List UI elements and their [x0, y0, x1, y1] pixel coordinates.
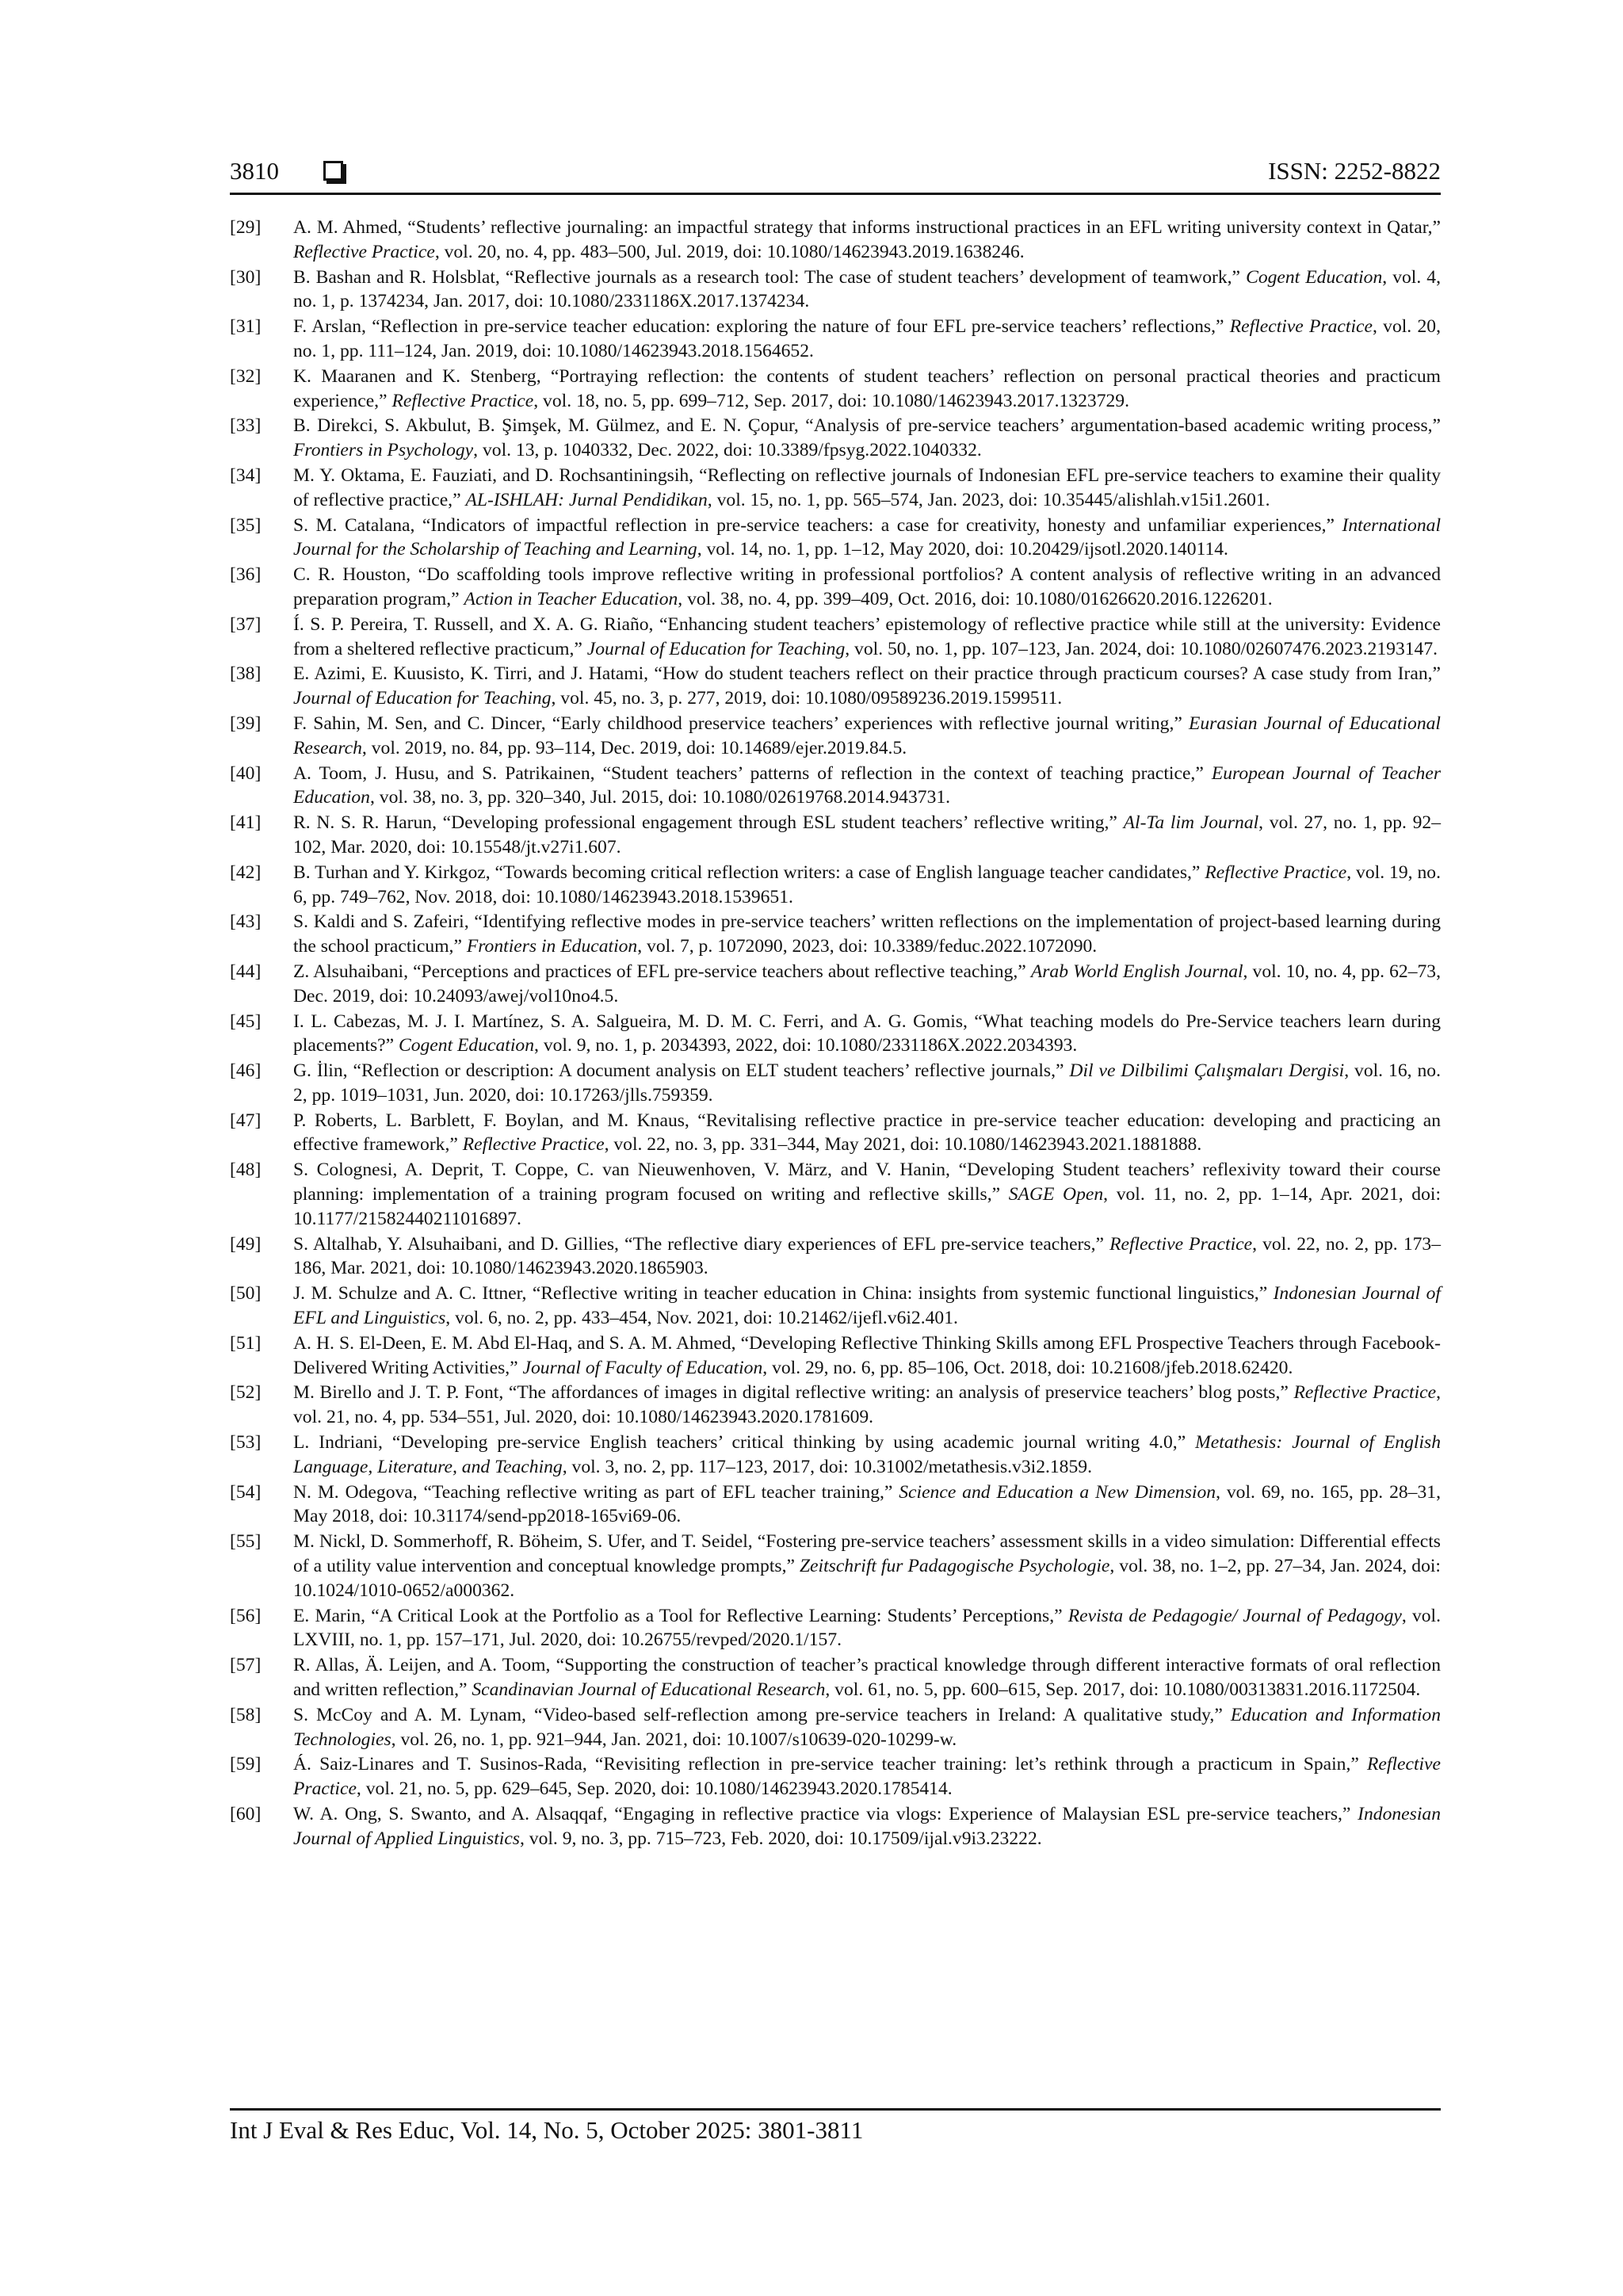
reference-details: , vol. 9, no. 1, p. 2034393, 2022, doi: 10.1080/2331186X.2022.2034393.	[534, 1035, 1078, 1056]
reference-number: [57]	[230, 1655, 262, 1676]
reference-text	[293, 1282, 1441, 1331]
reference-number: [56]	[230, 1605, 262, 1626]
reference-details: , vol. 21, no. 5, pp. 629–645, Sep. 2020, doi: 10.1080/14623943.2020.1785414.	[356, 1778, 953, 1800]
reference-item	[230, 960, 1441, 1009]
reference-number: [45]	[230, 1010, 262, 1032]
reference-venue: Reflective Practice	[1229, 316, 1373, 338]
reference-details: , vol. 9, no. 3, pp. 715–723, Feb. 2020, doi: 10.17509/ijal.v9i3.23222.	[519, 1828, 1042, 1849]
reference-text	[293, 1232, 1441, 1282]
reference-number: [33]	[230, 415, 262, 437]
footer-rule	[230, 2108, 1441, 2111]
reference-item	[230, 1232, 1441, 1282]
reference-item	[230, 315, 1441, 364]
reference-item	[230, 1604, 1441, 1653]
reference-text	[293, 464, 1441, 513]
reference-venue: Reflective Practice	[391, 390, 534, 411]
reference-details: , vol. 14, no. 1, pp. 1–12, May 2020, doi: 10.20429/ijsotl.2020.140114.	[697, 539, 1228, 560]
reference-citation: F. Arslan, “Reflection in pre-service teacher education: exploring the nature of four EFL pre-service teachers’ reflections,”	[293, 316, 1230, 338]
reference-text	[293, 1010, 1441, 1059]
reference-details: , vol. 21, no. 4, pp. 534–551, Jul. 2020, doi: 10.1080/14623943.2020.1781609.	[293, 1382, 1441, 1428]
reference-item	[230, 365, 1441, 414]
reference-item	[230, 861, 1441, 910]
reference-details: , vol. LXVIII, no. 1, pp. 157–171, Jul. 2020, doi: 10.26755/revped/2020.1/157.	[293, 1605, 1441, 1651]
reference-venue: AL-ISHLAH: Jurnal Pendidikan	[465, 489, 708, 510]
reference-citation: M. Y. Oktama, E. Fauziati, and D. Rochsantiningsih, “Reflecting on reflective journals of Indonesian EFL pre-service teachers to examine their quality of reflective practice,”	[293, 464, 1441, 510]
reference-number: [32]	[230, 365, 262, 387]
reference-venue: Frontiers in Education	[466, 936, 638, 957]
reference-number: [31]	[230, 316, 262, 338]
reference-item	[230, 1331, 1441, 1381]
reference-text	[293, 1109, 1441, 1158]
reference-number: [35]	[230, 514, 262, 536]
reference-venue: Dil ve Dilbilimi Çalışmaları Dergisi	[1069, 1060, 1345, 1082]
reference-number: [36]	[230, 564, 262, 586]
reference-item	[230, 1802, 1441, 1851]
reference-text	[293, 613, 1441, 662]
reference-citation: C. R. Houston, “Do scaffolding tools improve reflective writing in professional portfolios? A content analysis of reflective writing in an advanced preparation program,”	[293, 564, 1441, 609]
reference-details: , vol. 45, no. 3, p. 277, 2019, doi: 10.1080/09589236.2019.1599511.	[551, 688, 1063, 709]
reference-text	[293, 1059, 1441, 1108]
reference-citation: A. M. Ahmed, “Students’ reflective journaling: an impactful strategy that informs instructional practices in an EFL writing university context in Qatar,”	[293, 217, 1441, 238]
reference-venue: Indonesian Journal of EFL and Linguistics	[293, 1283, 1441, 1329]
page-number: 3810	[230, 157, 279, 185]
reference-venue: Al-Ta lim Journal	[1123, 812, 1259, 834]
reference-item	[230, 1530, 1441, 1603]
reference-item	[230, 1480, 1441, 1530]
reference-item	[230, 1381, 1441, 1430]
reference-details: , vol. 2019, no. 84, pp. 93–114, Dec. 2019, doi: 10.14689/ejer.2019.84.5.	[361, 737, 907, 758]
reference-text	[293, 1381, 1441, 1430]
reference-citation: J. M. Schulze and A. C. Ittner, “Reflective writing in teacher education in China: insights from systemic functional linguistics,”	[293, 1283, 1274, 1305]
reference-item	[230, 811, 1441, 860]
reference-number: [50]	[230, 1283, 262, 1305]
reference-venue: Revista de Pedagogie/ Journal of Pedagogy	[1067, 1605, 1402, 1626]
reference-venue: Cogent Education	[398, 1035, 535, 1056]
reference-citation: Á. Saiz-Linares and T. Susinos-Rada, “Revisiting reflection in pre-service teacher training: let’s rethink through a practicum in Spain,”	[293, 1754, 1367, 1775]
reference-number: [30]	[230, 266, 262, 288]
reference-item	[230, 712, 1441, 761]
reference-details: , vol. 15, no. 1, pp. 565–574, Jan. 2023, doi: 10.35445/alishlah.v15i1.2601.	[707, 489, 1270, 510]
reference-details: , vol. 11, no. 2, pp. 1–14, Apr. 2021, doi: 10.1177/21582440211016897.	[293, 1184, 1441, 1229]
reference-details: , vol. 16, no. 2, pp. 1019–1031, Jun. 2020, doi: 10.17263/jlls.759359.	[293, 1060, 1441, 1106]
reference-venue: Eurasian Journal of Educational Research	[293, 712, 1441, 758]
reference-item	[230, 514, 1441, 563]
reference-number: [55]	[230, 1531, 262, 1553]
reference-text	[293, 1431, 1441, 1480]
reference-citation: S. Colognesi, A. Deprit, T. Coppe, C. van Nieuwenhoven, V. März, and V. Hanin, “Developing Student teachers’ reflexivity toward their course planning: implementation of a training program focused on writing and reflective skills,”	[293, 1159, 1441, 1205]
reference-citation: I. L. Cabezas, M. J. I. Martínez, S. A. Salgueira, M. D. M. C. Ferri, and A. G. Gomis, “What teaching models do Pre-Service teachers learn during placements?”	[293, 1010, 1441, 1056]
reference-details: , vol. 61, no. 5, pp. 600–615, Sep. 2017, doi: 10.1080/00313831.2016.1172504.	[825, 1679, 1421, 1701]
reference-item	[230, 414, 1441, 463]
issn-label: ISSN: 2252-8822	[1268, 157, 1441, 185]
reference-number: [58]	[230, 1704, 262, 1725]
reference-number: [40]	[230, 762, 262, 784]
reference-details: , vol. 13, p. 1040332, Dec. 2022, doi: 10.3389/fpsyg.2022.1040332.	[473, 440, 982, 461]
reference-citation: S. Kaldi and S. Zafeiri, “Identifying reflective modes in pre-service teachers’ written reflections on the implementation of project-based learning during the school practicum,”	[293, 911, 1441, 957]
reference-text	[293, 266, 1441, 315]
reference-citation: G. İlin, “Reflection or description: A document analysis on ELT student teachers’ reflective journals,”	[293, 1060, 1070, 1082]
reference-venue: Reflective Practice	[293, 1754, 1441, 1800]
reference-details: , vol. 19, no. 6, pp. 749–762, Nov. 2018, doi: 10.1080/14623943.2018.1539651.	[293, 861, 1441, 907]
reference-venue: Reflective Practice	[1205, 861, 1347, 883]
reference-text	[293, 1530, 1441, 1603]
reference-citation: S. Altalhab, Y. Alsuhaibani, and D. Gillies, “The reflective diary experiences of EFL pre-service teachers,”	[293, 1233, 1110, 1255]
reference-text	[293, 910, 1441, 959]
reference-citation: B. Direkci, S. Akbulut, B. Şimşek, M. Gülmez, and E. N. Çopur, “Analysis of pre-service teachers’ argumentation-based academic writing process,”	[293, 415, 1441, 437]
reference-text	[293, 514, 1441, 563]
reference-details: , vol. 22, no. 2, pp. 173–186, Mar. 2021, doi: 10.1080/14623943.2020.1865903.	[293, 1233, 1442, 1279]
reference-text	[293, 861, 1441, 910]
reference-text	[293, 811, 1441, 860]
reference-item	[230, 1059, 1441, 1108]
reference-text	[293, 563, 1441, 612]
reference-venue: Reflective Practice	[1109, 1233, 1253, 1255]
reference-number: [54]	[230, 1481, 262, 1503]
reference-venue: European Journal of Teacher Education	[293, 762, 1441, 808]
reference-number: [43]	[230, 911, 262, 933]
reference-text	[293, 662, 1441, 711]
reference-citation: R. Allas, Ä. Leijen, and A. Toom, “Supporting the construction of teacher’s practical knowledge through different interactive formats of oral reflection and written reflection,”	[293, 1655, 1441, 1701]
reference-citation: M. Nickl, D. Sommerhoff, R. Böheim, S. Ufer, and T. Seidel, “Fostering pre-service teachers’ assessment skills in a video simulation: Differential effects of a utility value intervention and conceptual knowledge prompts,”	[293, 1531, 1441, 1577]
reference-venue: Frontiers in Psychology	[293, 440, 474, 461]
reference-text	[293, 315, 1441, 364]
reference-number: [46]	[230, 1060, 262, 1082]
reference-venue: Indonesian Journal of Applied Linguistics	[293, 1804, 1441, 1849]
reference-number: [60]	[230, 1804, 262, 1824]
reference-text	[293, 1480, 1441, 1530]
reference-item	[230, 613, 1441, 662]
reference-citation: K. Maaranen and K. Stenberg, “Portraying reflection: the contents of student teachers’ reflection on personal practical theories and practicum experience,”	[293, 365, 1441, 411]
reference-number: [52]	[230, 1382, 262, 1404]
reference-details: , vol. 69, no. 165, pp. 28–31, May 2018, doi: 10.31174/send-pp2018-165vi69-06.	[293, 1481, 1441, 1527]
reference-venue: Zeitschrift fur Padagogische Psychologie	[799, 1556, 1110, 1577]
reference-citation: E. Azimi, E. Kuusisto, K. Tirri, and J. Hatami, “How do student teachers reflect on their practice through practicum courses? A case study from Iran,”	[293, 663, 1441, 685]
reference-venue: Cogent Education	[1246, 266, 1383, 288]
reference-item	[230, 1282, 1441, 1331]
reference-citation: P. Roberts, L. Barblett, F. Boylan, and M. Knaus, “Revitalising reflective practice in pre-service teacher education: developing and practicing an effective framework,”	[293, 1110, 1441, 1156]
reference-text	[293, 365, 1441, 414]
reference-venue: Journal of Education for Teaching	[293, 688, 552, 709]
page-header	[230, 155, 1441, 193]
reference-item	[230, 1010, 1441, 1059]
reference-number: [47]	[230, 1110, 262, 1131]
reference-item	[230, 1653, 1441, 1702]
reference-details: , vol. 29, no. 6, pp. 85–106, Oct. 2018, doi: 10.21608/jfeb.2018.62420.	[762, 1357, 1293, 1378]
reference-citation: S. M. Catalana, “Indicators of impactful reflection in pre-service teachers: a case for creativity, honesty and unfamiliar experiences,”	[293, 514, 1342, 536]
reference-details: , vol. 7, p. 1072090, 2023, doi: 10.3389/feduc.2022.1072090.	[637, 936, 1098, 957]
reference-text	[293, 414, 1441, 463]
reference-text	[293, 1653, 1441, 1702]
reference-list	[230, 216, 1441, 1852]
reference-item	[230, 464, 1441, 513]
reference-citation: A. Toom, J. Husu, and S. Patrikainen, “Student teachers’ patterns of reflection in the context of teaching practice,”	[293, 762, 1212, 784]
reference-number: [38]	[230, 663, 262, 685]
reference-details: , vol. 27, no. 1, pp. 92–102, Mar. 2020, doi: 10.15548/jt.v27i1.607.	[293, 812, 1441, 858]
reference-citation: E. Marin, “A Critical Look at the Portfolio as a Tool for Reflective Learning: Students’ Perceptions,”	[293, 1605, 1068, 1626]
reference-item	[230, 266, 1441, 315]
reference-number: [53]	[230, 1432, 262, 1454]
reference-item	[230, 910, 1441, 959]
reference-citation: B. Bashan and R. Holsblat, “Reflective journals as a research tool: The case of student teachers’ development of teamwork,”	[293, 266, 1247, 288]
reference-citation: F. Sahin, M. Sen, and C. Dincer, “Early childhood preservice teachers’ experiences with reflective journal writing,”	[293, 712, 1189, 734]
reference-citation: W. A. Ong, S. Swanto, and A. Alsaqqaf, “Engaging in reflective practice via vlogs: Experience of Malaysian ESL pre-service teachers,”	[293, 1804, 1358, 1824]
reference-text	[293, 1802, 1441, 1851]
reference-item	[230, 216, 1441, 265]
reference-item	[230, 563, 1441, 612]
reference-citation: R. N. S. R. Harun, “Developing professional engagement through ESL student teachers’ reflective writing,”	[293, 812, 1124, 834]
reference-details: , vol. 6, no. 2, pp. 433–454, Nov. 2021, doi: 10.21462/ijefl.v6i2.401.	[445, 1308, 958, 1329]
reference-text	[293, 762, 1441, 811]
reference-details: , vol. 4, no. 1, p. 1374234, Jan. 2017, doi: 10.1080/2331186X.2017.1374234.	[293, 266, 1441, 312]
reference-number: [48]	[230, 1159, 262, 1181]
reference-venue: Education and Information Technologies	[293, 1704, 1441, 1750]
reference-number: [39]	[230, 712, 262, 734]
reference-details: , vol. 38, no. 1–2, pp. 27–34, Jan. 2024, doi: 10.1024/1010-0652/a000362.	[293, 1556, 1441, 1601]
reference-citation: B. Turhan and Y. Kirkgoz, “Towards becoming critical reflection writers: a case of English language teacher candidates,”	[293, 861, 1205, 883]
reference-number: [34]	[230, 464, 262, 486]
reference-item	[230, 1703, 1441, 1752]
reference-venue: Arab World English Journal	[1030, 961, 1243, 982]
page-footer: Int J Eval & Res Educ, Vol. 14, No. 5, October 2025: 3801-3811	[230, 2116, 864, 2144]
reference-citation: M. Birello and J. T. P. Font, “The affordances of images in digital reflective writing: an analysis of preservice teachers’ blog posts,”	[293, 1382, 1294, 1404]
reference-text	[293, 1752, 1441, 1801]
reference-citation: A. H. S. El-Deen, E. M. Abd El-Haq, and S. A. M. Ahmed, “Developing Reflective Thinking Skills among EFL Prospective Teachers through Facebook-Delivered Writing Activities,”	[293, 1332, 1441, 1378]
reference-details: , vol. 50, no. 1, pp. 107–123, Jan. 2024, doi: 10.1080/02607476.2023.2193147.	[845, 638, 1438, 659]
reference-venue: Reflective Practice	[462, 1134, 605, 1156]
reference-details: , vol. 20, no. 4, pp. 483–500, Jul. 2019, doi: 10.1080/14623943.2019.1638246.	[434, 241, 1025, 262]
reference-text	[293, 960, 1441, 1009]
reference-details: , vol. 22, no. 3, pp. 331–344, May 2021, doi: 10.1080/14623943.2021.1881888.	[604, 1134, 1202, 1156]
reference-venue: SAGE Open	[1008, 1184, 1104, 1205]
reference-venue: International Journal for the Scholarship of Teaching and Learning	[293, 514, 1441, 560]
reference-details: , vol. 18, no. 5, pp. 699–712, Sep. 2017, doi: 10.1080/14623943.2017.1323729.	[533, 390, 1129, 411]
reference-number: [42]	[230, 861, 262, 883]
reference-item	[230, 762, 1441, 811]
reference-details: , vol. 38, no. 3, pp. 320–340, Jul. 2015, doi: 10.1080/02619768.2014.943731.	[369, 787, 951, 808]
reference-citation: Z. Alsuhaibani, “Perceptions and practices of EFL pre-service teachers about reflective teaching,”	[293, 961, 1031, 982]
reference-details: , vol. 3, no. 2, pp. 117–123, 2017, doi: 10.31002/metathesis.v3i2.1859.	[562, 1456, 1092, 1477]
reference-details: , vol. 26, no. 1, pp. 921–944, Jan. 2021, doi: 10.1007/s10639-020-10299-w.	[391, 1729, 957, 1750]
reference-text	[293, 216, 1441, 265]
reference-item	[230, 1431, 1441, 1480]
reference-text	[293, 1158, 1441, 1231]
reference-details: , vol. 10, no. 4, pp. 62–73, Dec. 2019, doi: 10.24093/awej/vol10no4.5.	[293, 961, 1441, 1007]
reference-number: [44]	[230, 961, 262, 982]
reference-text	[293, 712, 1441, 761]
reference-number: [41]	[230, 812, 262, 834]
reference-venue: Scandinavian Journal of Educational Research	[472, 1679, 826, 1701]
reference-venue: Science and Education a New Dimension	[899, 1481, 1216, 1503]
reference-venue: Action in Teacher Education	[464, 588, 678, 609]
reference-number: [49]	[230, 1233, 262, 1255]
reference-details: , vol. 38, no. 4, pp. 399–409, Oct. 2016, doi: 10.1080/01626620.2016.1226201.	[678, 588, 1273, 609]
reference-venue: Metathesis: Journal of English Language, Literature, and Teaching	[293, 1432, 1441, 1477]
header-rule	[230, 193, 1441, 195]
reference-item	[230, 662, 1441, 711]
reference-citation: L. Indriani, “Developing pre-service English teachers’ critical thinking by using academic journal writing 4.0,”	[293, 1432, 1196, 1454]
square-box-icon	[323, 161, 343, 181]
reference-number: [37]	[230, 613, 262, 635]
reference-details: , vol. 20, no. 1, pp. 111–124, Jan. 2019, doi: 10.1080/14623943.2018.1564652.	[293, 316, 1441, 361]
reference-number: [51]	[230, 1332, 262, 1354]
reference-item	[230, 1752, 1441, 1801]
reference-number: [59]	[230, 1754, 262, 1775]
reference-venue: Journal of Faculty of Education	[522, 1357, 763, 1378]
reference-venue: Reflective Practice	[293, 241, 435, 262]
reference-citation: Í. S. P. Pereira, T. Russell, and X. A. G. Riaño, “Enhancing student teachers’ epistemology of reflective practice while still at the university: Evidence from a sheltered reflective practicum,”	[293, 613, 1441, 659]
reference-citation: S. McCoy and A. M. Lynam, “Video-based self-reflection among pre-service teachers in Ireland: A qualitative study,”	[293, 1704, 1231, 1725]
reference-item	[230, 1109, 1441, 1158]
reference-number: [29]	[230, 217, 262, 238]
reference-text	[293, 1331, 1441, 1381]
reference-item	[230, 1158, 1441, 1231]
reference-citation: N. M. Odegova, “Teaching reflective writing as part of EFL teacher training,”	[293, 1481, 899, 1503]
reference-venue: Journal of Education for Teaching	[586, 638, 846, 659]
reference-text	[293, 1604, 1441, 1653]
reference-text	[293, 1703, 1441, 1752]
reference-venue: Reflective Practice	[1293, 1382, 1437, 1404]
